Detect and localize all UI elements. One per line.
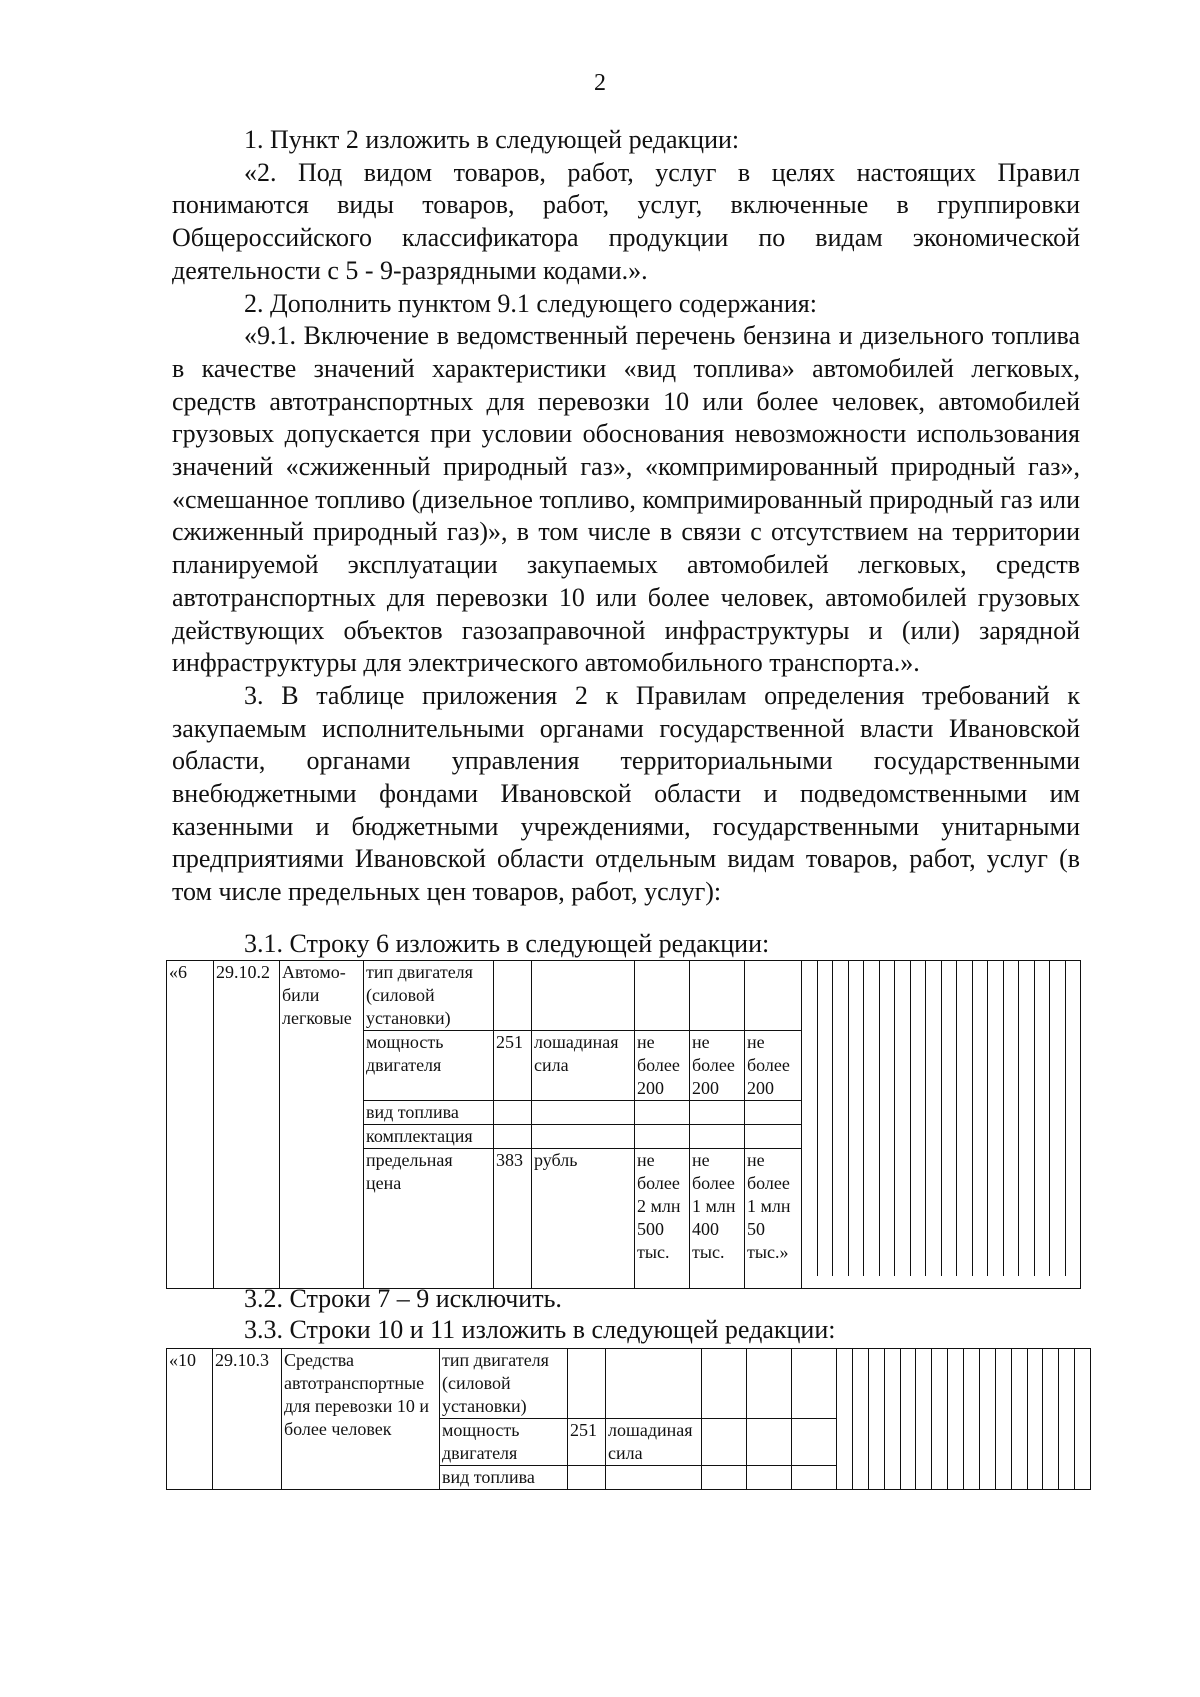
value-cell [702, 1466, 747, 1490]
characteristic-cell: мощность двигателя [364, 1031, 494, 1101]
value-cell: не более 200 [690, 1031, 745, 1101]
paragraph-item-3: 3. В таблице приложения 2 к Правилам определения требований к закупаемым исполнительными органами государственной власти Ивановской области, органами управления территориальными государственными внебюджетными фондами Ивановской области и подведомственными им казенными и бюджетными учреждениями, государственными унитарными предприятиями Ивановской области отдельным видам товаров, работ, услуг (в том числе предельных цен товаров, работ, услуг): [172, 680, 1080, 907]
value-cell [747, 1349, 792, 1419]
okei-cell [494, 1101, 532, 1125]
value-cell [690, 1125, 745, 1149]
value-cell [635, 961, 690, 1031]
table-row-10 [166, 1348, 1091, 1490]
item-3-2-heading: 3.2. Строки 7 – 9 исключить. [244, 1284, 562, 1313]
value-cell [702, 1349, 747, 1419]
value-cell: не более 1 млн 50 тыс.» [745, 1149, 802, 1289]
empty-columns [802, 961, 1081, 1289]
characteristic-cell: мощность двигателя [440, 1419, 568, 1466]
product-name: Автомо-били легковые [280, 961, 364, 1289]
unit-cell: лошадиная сила [532, 1031, 635, 1101]
value-cell [792, 1419, 837, 1466]
value-cell [747, 1466, 792, 1490]
value-cell [635, 1125, 690, 1149]
value-cell [745, 1101, 802, 1125]
okei-cell [494, 961, 532, 1031]
unit-cell [532, 1101, 635, 1125]
value-cell [635, 1101, 690, 1125]
page-number: 2 [594, 70, 606, 96]
unit-cell: лошадиная сила [606, 1419, 702, 1466]
characteristic-cell: комплектация [364, 1125, 494, 1149]
unit-cell [532, 1125, 635, 1149]
value-cell: не более 1 млн 400 тыс. [690, 1149, 745, 1289]
value-cell [690, 1101, 745, 1125]
value-cell: не более 200 [745, 1031, 802, 1101]
okpd-code: 29.10.3 [213, 1349, 282, 1490]
unit-cell [606, 1349, 702, 1419]
paragraph-item-9-1-text: «9.1. Включение в ведомственный перечень бензина и дизельного топлива в качестве значений характеристики «вид топлива» автомобилей легковых, средств автотранспортных для перевозки 10 или более человек, автомобилей грузовых допускается при условии обоснования невозможности использования значений «сжиженный природный газ», «компримированный природный газ», «смешанное топливо (дизельное топливо, компримированный природный газ или сжиженный природный газ)», в том числе в связи с отсутствием на территории планируемой эксплуатации закупаемых автомобилей легковых, средств автотранспортных для перевозки 10 или более человек, автомобилей грузовых действующих объектов газозаправочной инфраструктуры и (или) зарядной инфраструктуры для электрического автомобильного транспорта.». [172, 321, 1080, 678]
value-cell [792, 1349, 837, 1419]
okei-cell: 251 [568, 1419, 606, 1466]
characteristic-cell: вид топлива [440, 1466, 568, 1490]
characteristic-cell: тип двигателя (силовой установки) [440, 1349, 568, 1419]
row-number: «10 [167, 1349, 213, 1490]
okei-cell: 383 [494, 1149, 532, 1289]
unit-cell: рубль [532, 1149, 635, 1289]
okei-cell [494, 1125, 532, 1149]
value-cell [745, 961, 802, 1031]
value-cell: не более 200 [635, 1031, 690, 1101]
value-cell [747, 1419, 792, 1466]
okei-cell [568, 1466, 606, 1490]
value-cell [690, 961, 745, 1031]
value-cell: не более 2 млн 500 тыс. [635, 1149, 690, 1289]
document-body [172, 124, 1080, 909]
paragraph-item-2: 2. Дополнить пунктом 9.1 следующего содержания: [244, 288, 817, 318]
paragraph-item-2-text: «2. Под видом товаров, работ, услуг в целях настоящих Правил понимаются виды товаров, работ, услуг, включенные в группировки Общероссийского классификатора продукции по видам экономической деятельности с 5 - 9-разрядными кодами.». [172, 157, 1080, 285]
unit-cell [532, 961, 635, 1031]
value-cell [792, 1466, 837, 1490]
okei-cell [568, 1349, 606, 1419]
row-number: «6 [167, 961, 214, 1289]
unit-cell [606, 1466, 702, 1490]
table-row-6 [166, 960, 1081, 1289]
product-name: Средства автотранспортные для перевозки 10 и более человек [282, 1349, 440, 1490]
item-3-1-heading: 3.1. Строку 6 изложить в следующей редакции: [244, 929, 770, 958]
paragraph-item-1: 1. Пункт 2 изложить в следующей редакции: [244, 125, 740, 154]
okpd-code: 29.10.2 [214, 961, 280, 1289]
empty-columns [837, 1349, 1091, 1490]
characteristic-cell: предельная цена [364, 1149, 494, 1289]
characteristic-cell: тип двигателя (силовой установки) [364, 961, 494, 1031]
value-cell [702, 1419, 747, 1466]
characteristic-cell: вид топлива [364, 1101, 494, 1125]
item-3-3-heading: 3.3. Строки 10 и 11 изложить в следующей редакции: [244, 1315, 836, 1344]
okei-cell: 251 [494, 1031, 532, 1101]
value-cell [745, 1125, 802, 1149]
